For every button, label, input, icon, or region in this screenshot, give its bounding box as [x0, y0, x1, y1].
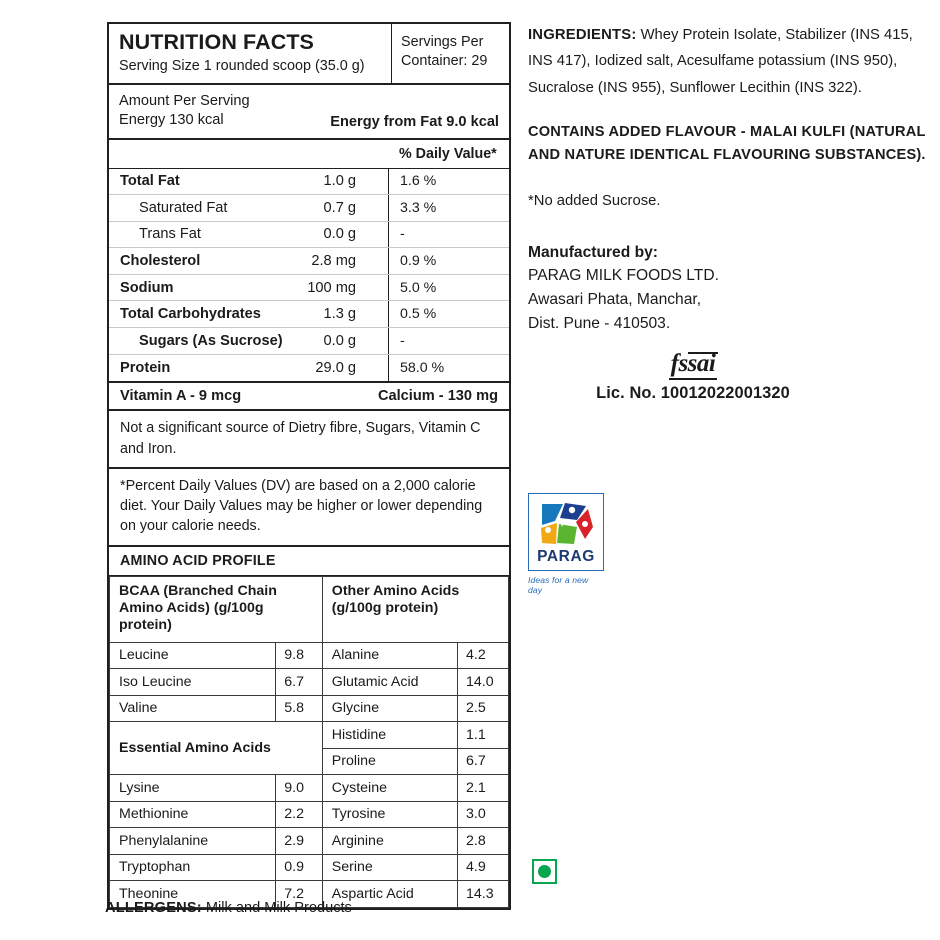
manufactured-by-label: Manufactured by: — [528, 243, 658, 261]
no-sucrose-note: *No added Sucrose. — [528, 192, 661, 209]
nutrient-name: Sodium — [120, 279, 174, 296]
daily-value-footnote: *Percent Daily Values (DV) are based on a 2,000 calorie diet. Your Daily Values may be higher or lower depending on your calorie needs. — [109, 469, 509, 547]
nutrition-header-left — [109, 24, 391, 83]
parag-wordmark: PARAG — [537, 548, 595, 565]
nutrient-amount: 29.0 g — [315, 359, 356, 376]
manufacturer-name: PARAG MILK FOODS LTD. — [528, 267, 719, 285]
nutrient-rows — [109, 169, 509, 384]
nutrient-name: Total Fat — [120, 173, 180, 190]
amino-name: Lysine — [110, 775, 276, 802]
nutrient-row — [109, 169, 509, 196]
amino-value: 7.2 — [276, 881, 323, 908]
ingredients-text: Whey Protein Isolate, Stabilizer (INS 415, INS 417), Iodized salt, Acesulfame potassium (INS 950), Sucralose (INS 955), Sunflower Lecithin (INS 322). — [528, 27, 913, 96]
amount-per-serving-block — [109, 85, 509, 140]
amino-name: Alanine — [322, 642, 457, 669]
nutrient-row — [109, 328, 509, 355]
amino-value: 2.2 — [276, 801, 323, 828]
vitamin-a-value: Vitamin A - 9 mcg — [120, 388, 242, 405]
amino-name: Serine — [322, 854, 457, 881]
fssai-license-number: Lic. No. 10012022001320 — [596, 384, 790, 403]
page-title: NUTRITION FACTS — [119, 30, 314, 54]
ingredients-block — [528, 22, 928, 101]
amino-value: 14.3 — [457, 881, 508, 908]
energy-value: Energy 130 kcal — [119, 111, 224, 128]
amino-name: Methionine — [110, 801, 276, 828]
manufacturer-address-2: Dist. Pune - 410503. — [528, 314, 671, 332]
manufacturer-address-1: Awasari Phata, Manchar, — [528, 291, 702, 309]
amino-value: 2.5 — [457, 695, 508, 722]
nutrient-daily-value: - — [388, 222, 509, 248]
allergens-label: ALLERGENS: — [105, 900, 202, 916]
ingredients-label: INGREDIENTS: — [528, 27, 637, 43]
serving-size: Serving Size 1 rounded scoop (35.0 g) — [119, 57, 365, 74]
amino-value: 6.7 — [457, 748, 508, 775]
nutrient-name: Trans Fat — [139, 226, 201, 243]
nutrient-amount: 100 mg — [307, 279, 356, 296]
nutrient-name: Cholesterol — [120, 253, 201, 270]
nutrient-daily-value: - — [388, 328, 509, 354]
amino-value: 0.9 — [276, 854, 323, 881]
nutrient-name: Saturated Fat — [139, 199, 228, 216]
amino-row — [110, 854, 509, 881]
amino-header-row — [110, 576, 509, 642]
veg-mark-square — [532, 859, 557, 884]
amino-acid-table — [109, 576, 509, 908]
amino-name: Tyrosine — [322, 801, 457, 828]
nutrient-amount: 2.8 mg — [311, 253, 356, 270]
amount-per-serving-label: Amount Per Serving — [119, 92, 250, 109]
nutrient-daily-value: 1.6 % — [388, 169, 509, 195]
amino-row — [110, 669, 509, 696]
flavour-statement: CONTAINS ADDED FLAVOUR - MALAI KULFI (NATURAL AND NATURE IDENTICAL FLAVOURING SUBSTANCES). — [528, 123, 926, 164]
nutrient-daily-value: 58.0 % — [388, 355, 509, 382]
allergens-statement — [105, 900, 352, 916]
amino-name: Glutamic Acid — [322, 669, 457, 696]
amino-name: Cysteine — [322, 775, 457, 802]
nutrition-header — [109, 24, 509, 85]
amino-name: Glycine — [322, 695, 457, 722]
parag-logo — [528, 493, 604, 595]
nutrient-amount: 1.3 g — [323, 306, 356, 323]
amino-value: 2.9 — [276, 828, 323, 855]
nutrient-row — [109, 301, 509, 328]
amino-row — [110, 775, 509, 802]
nutrient-daily-value: 5.0 % — [388, 275, 509, 301]
amino-value: 4.2 — [457, 642, 508, 669]
calcium-value: Calcium - 130 mg — [377, 388, 498, 405]
amino-name: Phenylalanine — [110, 828, 276, 855]
amino-name: Iso Leucine — [110, 669, 276, 696]
nutrient-daily-value: 0.9 % — [388, 248, 509, 274]
manufacturer-block — [528, 241, 928, 336]
amino-acid-profile-title: AMINO ACID PROFILE — [109, 547, 509, 576]
amino-value: 1.1 — [457, 722, 508, 749]
fssai-logo: fssai — [669, 351, 718, 380]
amino-value: 9.0 — [276, 775, 323, 802]
nutrient-row — [109, 355, 509, 382]
parag-logo-box — [528, 493, 604, 571]
amino-value: 14.0 — [457, 669, 508, 696]
amino-name: Aspartic Acid — [322, 881, 457, 908]
nutrient-row — [109, 195, 509, 222]
amino-header-right: Other Amino Acids (g/100g protein) — [322, 576, 508, 642]
amino-name: Theonine — [110, 881, 276, 908]
amino-value: 5.8 — [276, 695, 323, 722]
nutrient-daily-value: 0.5 % — [388, 301, 509, 327]
nutrient-amount: 0.0 g — [323, 226, 356, 243]
amino-row — [110, 642, 509, 669]
vegetarian-mark — [532, 859, 557, 884]
nutrient-row — [109, 248, 509, 275]
nutrient-name: Sugars (As Sucrose) — [139, 332, 283, 349]
nutrient-amount: 0.7 g — [323, 199, 356, 216]
energy-from-fat: Energy from Fat 9.0 kcal — [330, 113, 499, 130]
amino-row — [110, 722, 509, 749]
not-significant-source-note: Not a significant source of Dietry fibre, Sugars, Vitamin C and Iron. — [109, 411, 509, 469]
amino-row — [110, 695, 509, 722]
amino-name: Proline — [322, 748, 457, 775]
nutrition-facts-panel — [107, 22, 511, 910]
amino-name: Valine — [110, 695, 276, 722]
amino-value: 6.7 — [276, 669, 323, 696]
veg-mark-dot — [538, 865, 551, 878]
amino-value: 4.9 — [457, 854, 508, 881]
amino-value: 2.8 — [457, 828, 508, 855]
fssai-block — [528, 351, 858, 403]
nutrient-daily-value: 3.3 % — [388, 195, 509, 221]
daily-value-header: % Daily Value* — [399, 145, 497, 162]
allergens-text: Milk and Milk Products — [205, 900, 352, 916]
parag-tagline: Ideas for a new day — [528, 575, 589, 595]
amino-value: 3.0 — [457, 801, 508, 828]
nutrient-name: Total Carbohydrates — [120, 306, 261, 323]
essential-amino-acids-header: Essential Amino Acids — [110, 722, 323, 775]
amino-row — [110, 828, 509, 855]
amino-name: Leucine — [110, 642, 276, 669]
amino-name: Histidine — [322, 722, 457, 749]
nutrient-row — [109, 222, 509, 249]
parag-pinwheel-icon — [529, 494, 605, 556]
servings-per-container: Servings Per Container: 29 — [391, 24, 509, 83]
daily-value-header-row — [109, 140, 509, 169]
amino-value: 9.8 — [276, 642, 323, 669]
amino-row — [110, 801, 509, 828]
nutrient-name: Protein — [120, 359, 171, 376]
nutrient-amount: 0.0 g — [323, 332, 356, 349]
amino-name: Tryptophan — [110, 854, 276, 881]
amino-name: Arginine — [322, 828, 457, 855]
nutrient-row — [109, 275, 509, 302]
vitamin-mineral-row — [109, 383, 509, 411]
amount-per-serving-left — [119, 92, 330, 130]
amino-value: 2.1 — [457, 775, 508, 802]
nutrient-amount: 1.0 g — [323, 173, 356, 190]
amino-header-left: BCAA (Branched Chain Amino Acids) (g/100g protein) — [110, 576, 323, 642]
right-info-panel — [528, 22, 928, 403]
